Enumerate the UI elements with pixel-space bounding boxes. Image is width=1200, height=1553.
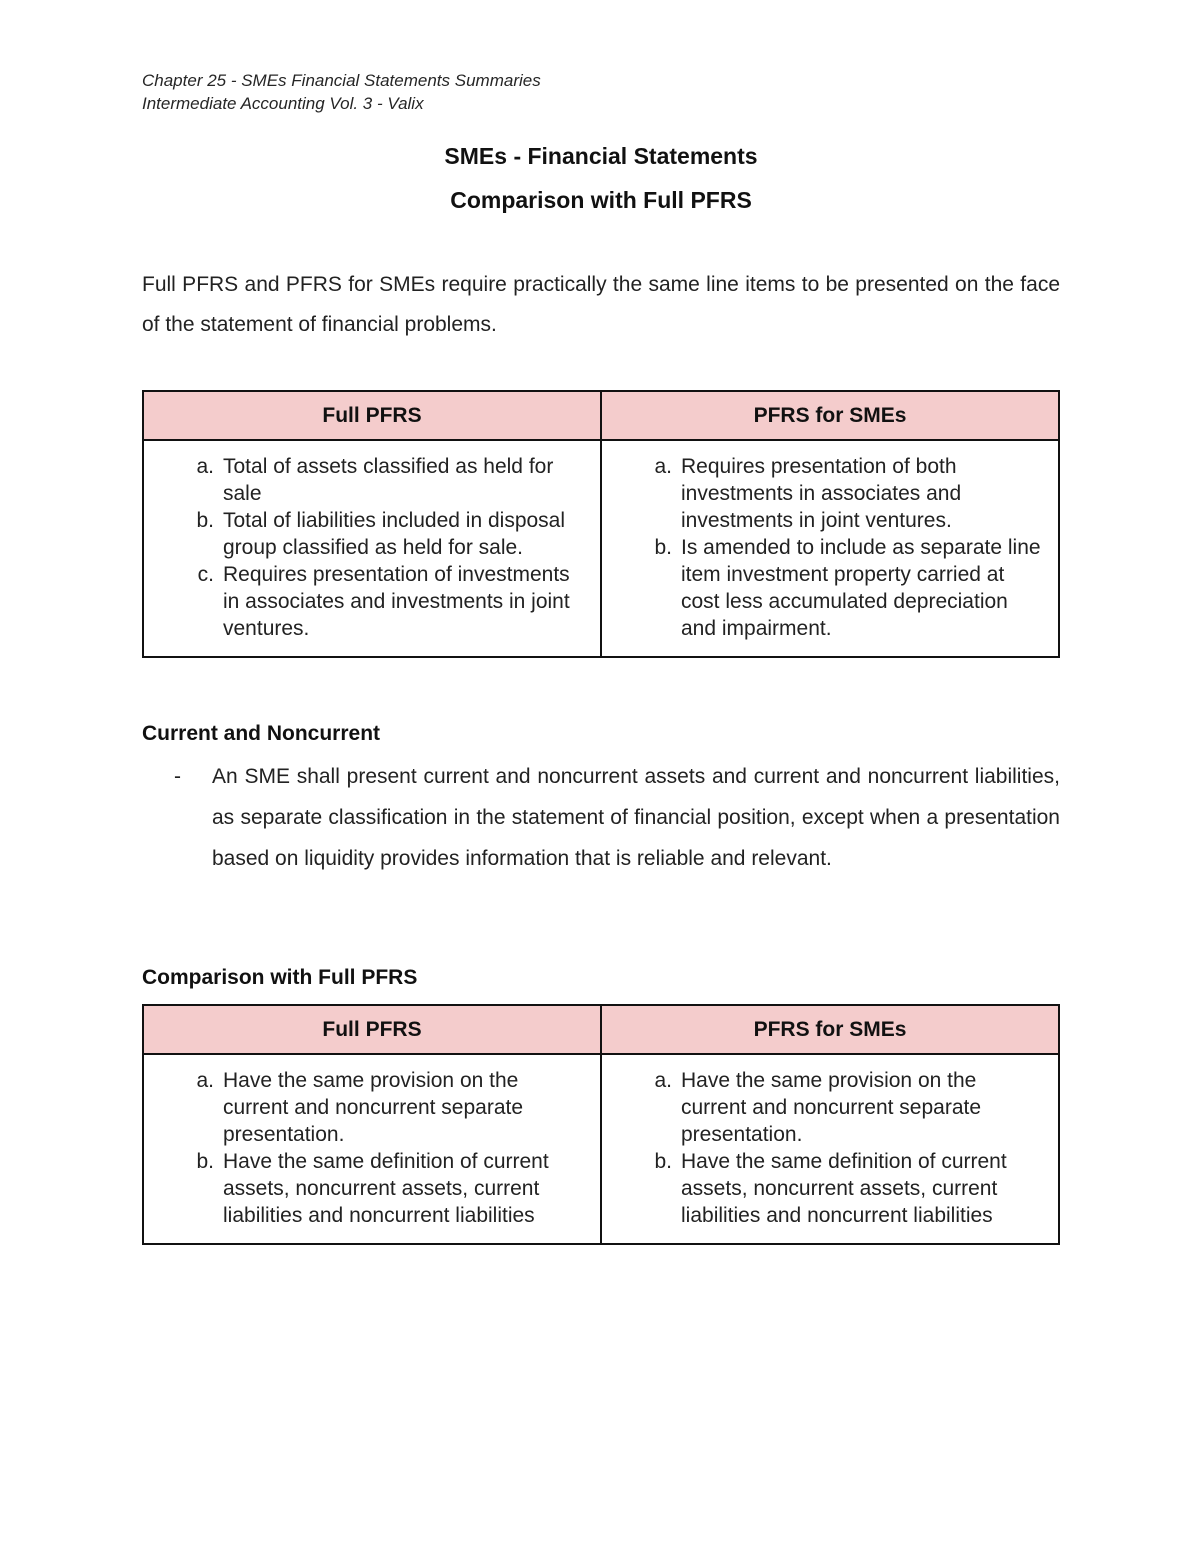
running-header bbox=[142, 69, 541, 115]
list-marker: b. bbox=[196, 509, 214, 532]
list-full-pfrs bbox=[188, 1067, 586, 1229]
table-header-row bbox=[143, 391, 1059, 440]
list-marker: a. bbox=[654, 455, 672, 478]
list-item-text: Have the same definition of current assets, noncurrent assets, current liabilities and noncurrent liabilities bbox=[681, 1150, 1007, 1227]
list-item bbox=[188, 1148, 586, 1229]
list-pfrs-smes bbox=[646, 453, 1044, 642]
list-marker: a. bbox=[654, 1069, 672, 1092]
list-item bbox=[188, 453, 586, 507]
list-item bbox=[188, 507, 586, 561]
comparison-table-line-items bbox=[142, 390, 1060, 658]
dash-marker: - bbox=[174, 765, 181, 788]
list-item-text: Is amended to include as separate line item investment property carried at cost less accumulated depreciation and impairment. bbox=[681, 536, 1041, 640]
page-title: SMEs - Financial Statements bbox=[444, 143, 758, 169]
list-full-pfrs bbox=[188, 453, 586, 642]
list-item-text: Total of liabilities included in disposal group classified as held for sale. bbox=[223, 509, 566, 559]
list-pfrs-smes bbox=[646, 1067, 1044, 1229]
cell-full-pfrs bbox=[143, 440, 601, 657]
column-header-pfrs-smes: PFRS for SMEs bbox=[601, 391, 1059, 440]
list-marker: b. bbox=[654, 536, 672, 559]
column-header-full-pfrs: Full PFRS bbox=[143, 1005, 601, 1054]
cell-pfrs-smes bbox=[601, 440, 1059, 657]
list-item bbox=[646, 1067, 1044, 1148]
list-item bbox=[646, 534, 1044, 642]
page-subtitle: Comparison with Full PFRS bbox=[450, 187, 752, 213]
cell-full-pfrs bbox=[143, 1054, 601, 1244]
header-book: Intermediate Accounting Vol. 3 - Valix bbox=[142, 94, 424, 113]
list-item-text: Requires presentation of investments in associates and investments in joint ventures. bbox=[223, 563, 570, 640]
column-header-full-pfrs: Full PFRS bbox=[143, 391, 601, 440]
list-marker: a. bbox=[196, 455, 214, 478]
list-item bbox=[188, 1067, 586, 1148]
section-heading-comparison: Comparison with Full PFRS bbox=[142, 966, 418, 989]
list-marker: b. bbox=[196, 1150, 214, 1173]
list-item-text: Have the same provision on the current and noncurrent separate presentation. bbox=[681, 1069, 982, 1146]
list-item bbox=[188, 561, 586, 642]
list-item-text: Requires presentation of both investments in associates and investments in joint ventures. bbox=[681, 455, 962, 532]
table-row bbox=[143, 1054, 1059, 1244]
list-item-text: Total of assets classified as held for sale bbox=[223, 455, 554, 505]
intro-paragraph: Full PFRS and PFRS for SMEs require practically the same line items to be presented on the face of the statement of financial problems. bbox=[142, 273, 1060, 336]
column-header-pfrs-smes: PFRS for SMEs bbox=[601, 1005, 1059, 1054]
table-row bbox=[143, 440, 1059, 657]
bullet-text: An SME shall present current and noncurrent assets and current and noncurrent liabilities, as separate classification in the statement of financial position, except when a presentation based on liquidity provides information that is reliable and relevant. bbox=[212, 765, 1060, 870]
current-noncurrent-bullet bbox=[142, 756, 1060, 879]
section-heading-current-noncurrent: Current and Noncurrent bbox=[142, 722, 381, 745]
list-marker: c. bbox=[197, 563, 214, 586]
list-item bbox=[646, 1148, 1044, 1229]
list-item bbox=[646, 453, 1044, 534]
list-marker: b. bbox=[654, 1150, 672, 1173]
list-item-text: Have the same definition of current assets, noncurrent assets, current liabilities and noncurrent liabilities bbox=[223, 1150, 549, 1227]
comparison-table-classification bbox=[142, 1004, 1060, 1245]
list-item-text: Have the same provision on the current and noncurrent separate presentation. bbox=[223, 1069, 524, 1146]
table-header-row bbox=[143, 1005, 1059, 1054]
cell-pfrs-smes bbox=[601, 1054, 1059, 1244]
header-chapter: Chapter 25 - SMEs Financial Statements Summaries bbox=[142, 71, 541, 90]
list-marker: a. bbox=[196, 1069, 214, 1092]
